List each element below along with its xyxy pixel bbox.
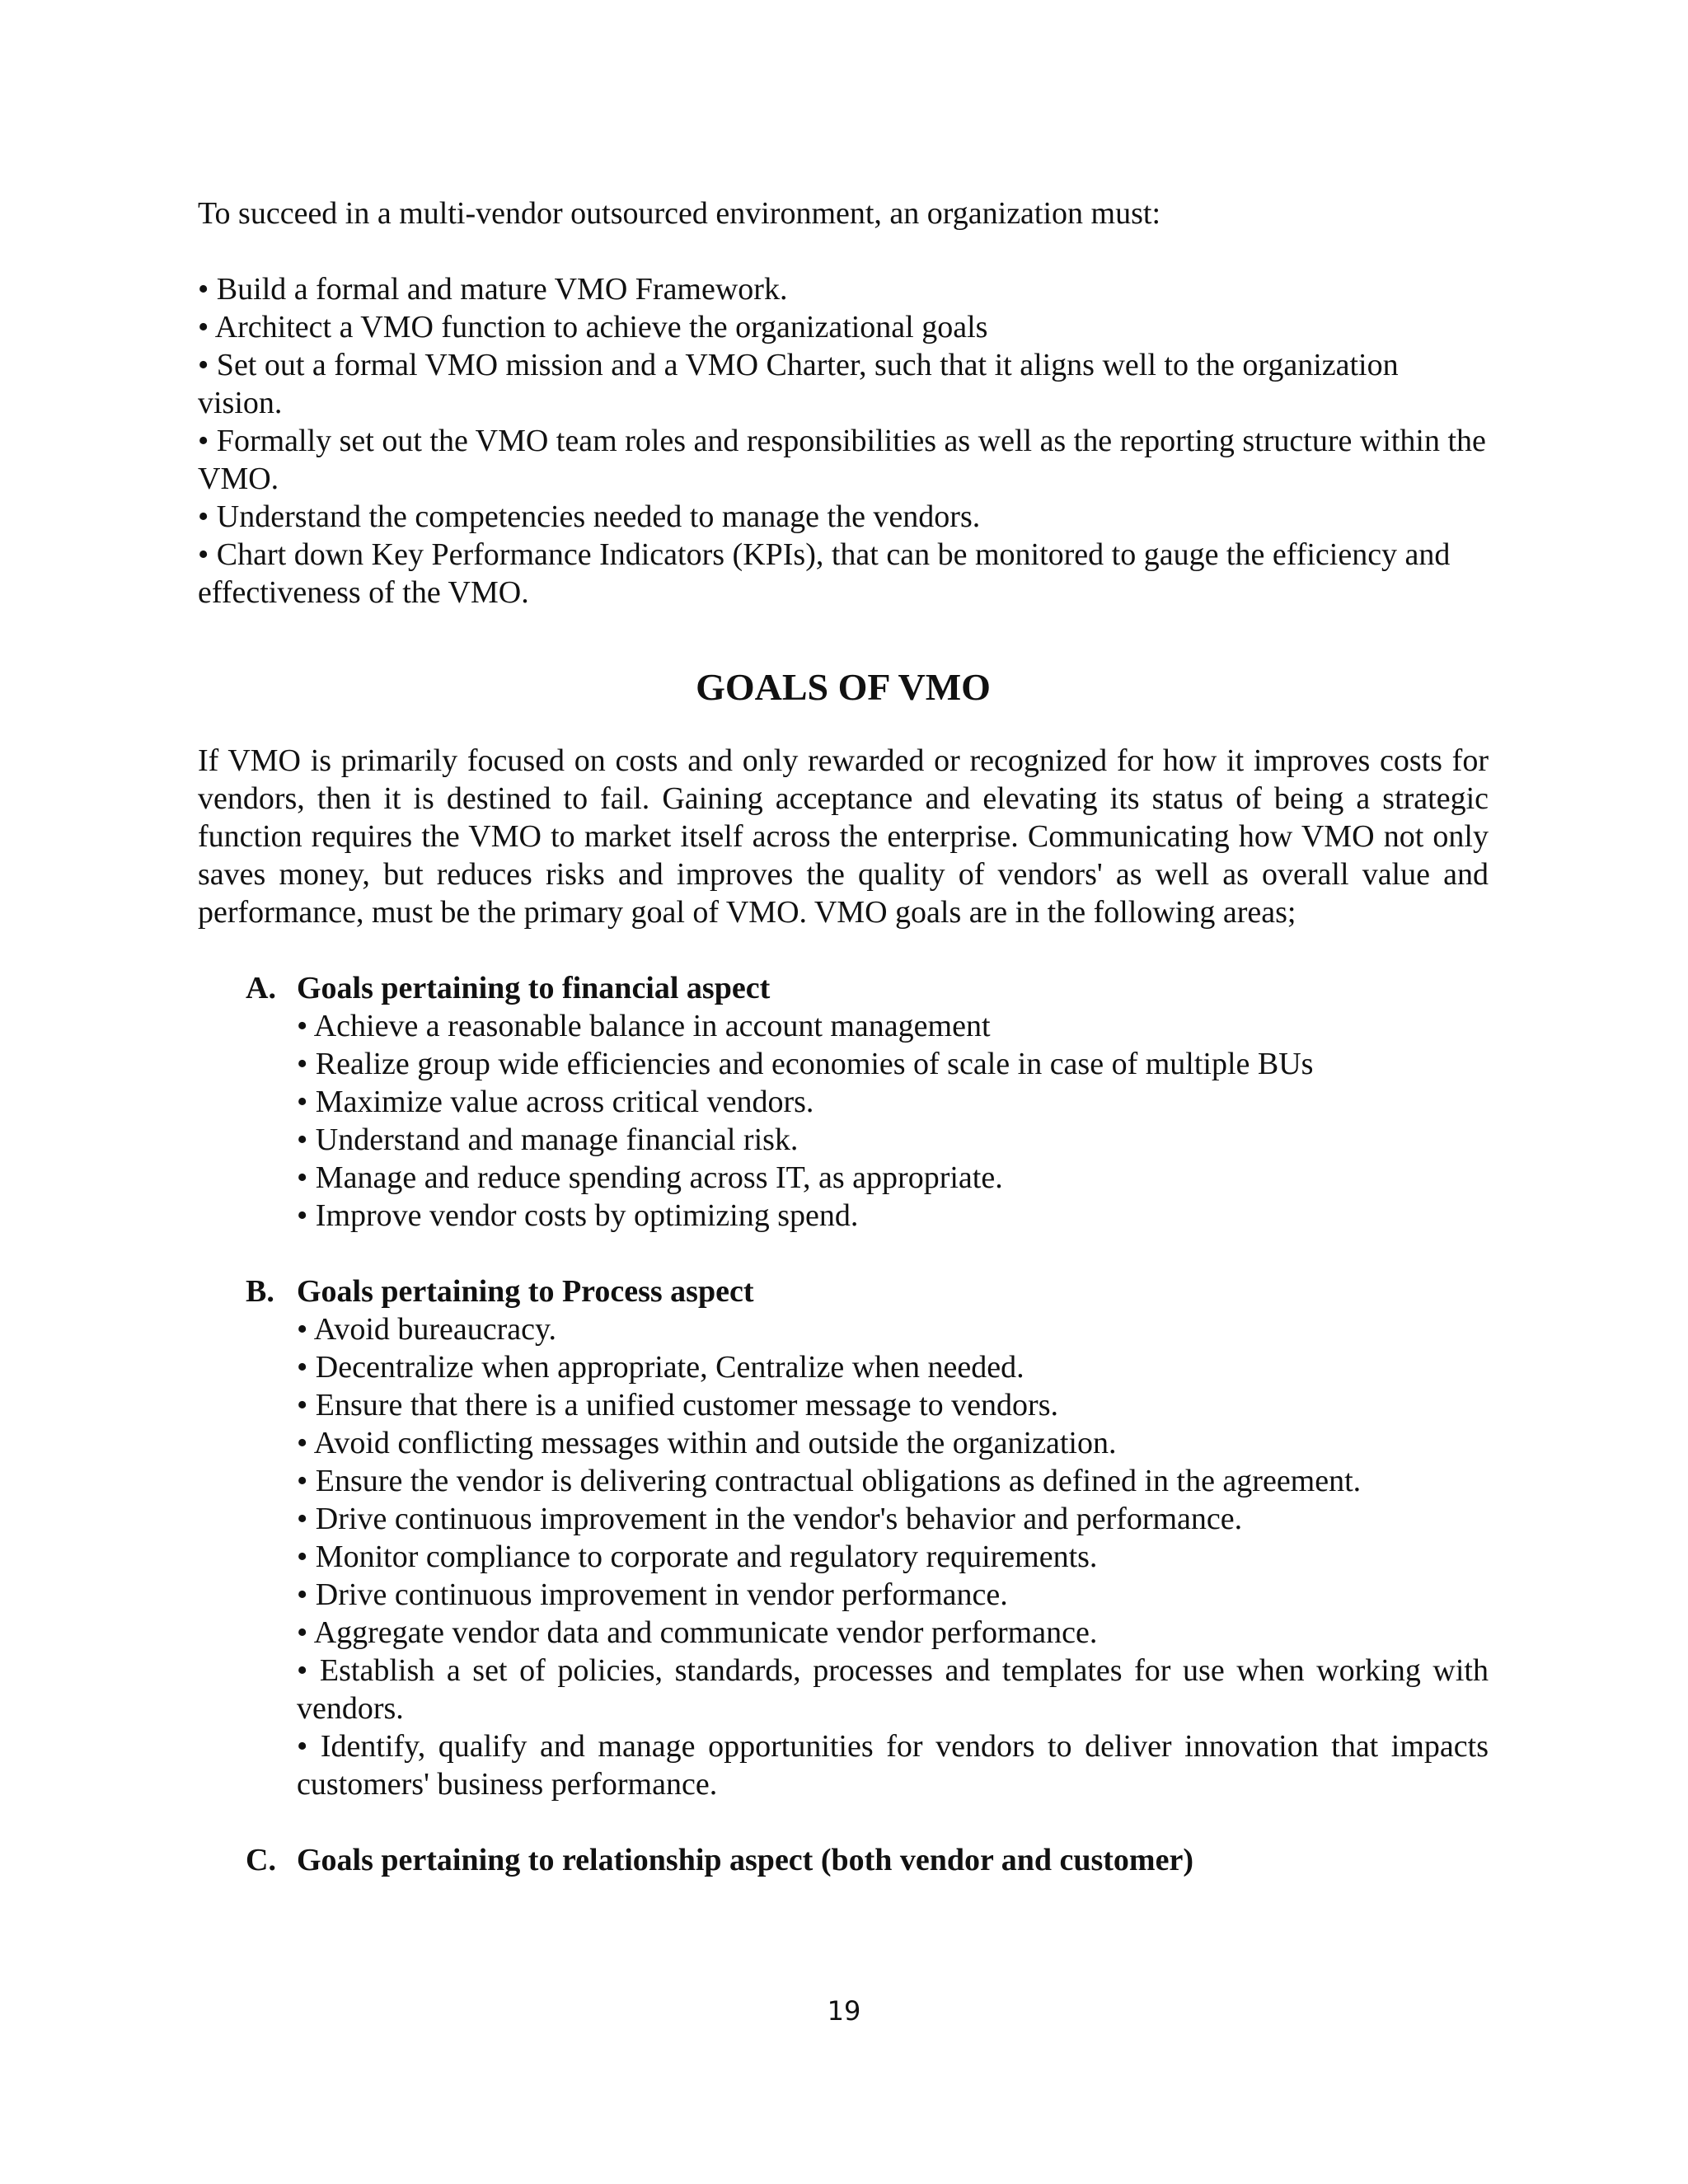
goal-title: Goals pertaining to Process aspect: [297, 1274, 754, 1309]
list-item: • Maximize value across critical vendors.: [297, 1085, 814, 1119]
list-item: • Set out a formal VMO mission and a VMO Charter, such that it aligns well to the organization vision.: [198, 348, 1399, 420]
list-item: • Drive continuous improvement in the vendor's behavior and performance.: [297, 1502, 1243, 1536]
list-item: • Understand the competencies needed to manage the vendors.: [198, 499, 981, 534]
list-item: • Establish a set of policies, standards, processes and templates for use when working with vendors.: [297, 1653, 1489, 1726]
page-content: [198, 194, 1489, 1917]
goals-paragraph: If VMO is primarily focused on costs and only rewarded or recognized for how it improves costs for vendors, then it is destined to fail. Gaining acceptance and elevating its status of being a strategic function requires the VMO to market itself across the enterprise. Communicating how VMO not only saves money, but reduces risks and improves the quality of vendors' as well as overall value and performance, must be the primary goal of VMO. VMO goals are in the following areas;: [198, 743, 1489, 930]
requirements-list: [198, 270, 1489, 612]
goal-title: Goals pertaining to relationship aspect (both vendor and customer): [297, 1843, 1193, 1877]
goal-section-financial: [246, 969, 1489, 1235]
list-item: • Realize group wide efficiencies and economies of scale in case of multiple BUs: [297, 1047, 1314, 1081]
list-item: • Build a formal and mature VMO Framework.: [198, 272, 788, 307]
list-item: • Avoid conflicting messages within and outside the organization.: [297, 1426, 1117, 1460]
goal-heading: [246, 1841, 1489, 1879]
list-item: • Avoid bureaucracy.: [297, 1312, 557, 1347]
list-item: • Improve vendor costs by optimizing spend.: [297, 1198, 859, 1233]
goal-title: Goals pertaining to financial aspect: [297, 971, 771, 1005]
list-item: • Identify, qualify and manage opportunities for vendors to deliver innovation that impacts customers' business performance.: [297, 1729, 1489, 1802]
goal-section-process: [246, 1272, 1489, 1803]
list-item: • Manage and reduce spending across IT, as appropriate.: [297, 1160, 1003, 1195]
list-item: • Decentralize when appropriate, Centralize when needed.: [297, 1350, 1025, 1385]
goal-section-relationship: [246, 1841, 1489, 1879]
goal-list: [297, 1310, 1489, 1803]
goal-list: [297, 1007, 1489, 1235]
goal-heading: [246, 1272, 1489, 1310]
list-item: • Chart down Key Performance Indicators (KPIs), that can be monitored to gauge the efficiency and effectiveness of the VMO.: [198, 537, 1451, 610]
list-item: • Understand and manage financial risk.: [297, 1122, 799, 1157]
list-item: • Drive continuous improvement in vendor performance.: [297, 1577, 1008, 1612]
list-item: • Achieve a reasonable balance in account management: [297, 1009, 991, 1043]
page-number: 19: [827, 1995, 861, 2027]
goal-letter: B.: [246, 1274, 274, 1309]
list-item: • Monitor compliance to corporate and regulatory requirements.: [297, 1540, 1098, 1574]
list-item: • Ensure that there is a unified customer message to vendors.: [297, 1388, 1058, 1422]
list-item: • Architect a VMO function to achieve the organizational goals: [198, 310, 988, 344]
intro-text: To succeed in a multi-vendor outsourced environment, an organization must:: [198, 196, 1160, 231]
goal-letter: A.: [246, 971, 276, 1005]
section-heading: GOALS OF VMO: [696, 666, 991, 708]
list-item: • Formally set out the VMO team roles and responsibilities as well as the reporting structure within the VMO.: [198, 424, 1486, 496]
list-item: • Aggregate vendor data and communicate vendor performance.: [297, 1615, 1098, 1650]
goal-heading: [246, 969, 1489, 1007]
list-item: • Ensure the vendor is delivering contractual obligations as defined in the agreement.: [297, 1464, 1362, 1498]
goal-letter: C.: [246, 1843, 276, 1877]
